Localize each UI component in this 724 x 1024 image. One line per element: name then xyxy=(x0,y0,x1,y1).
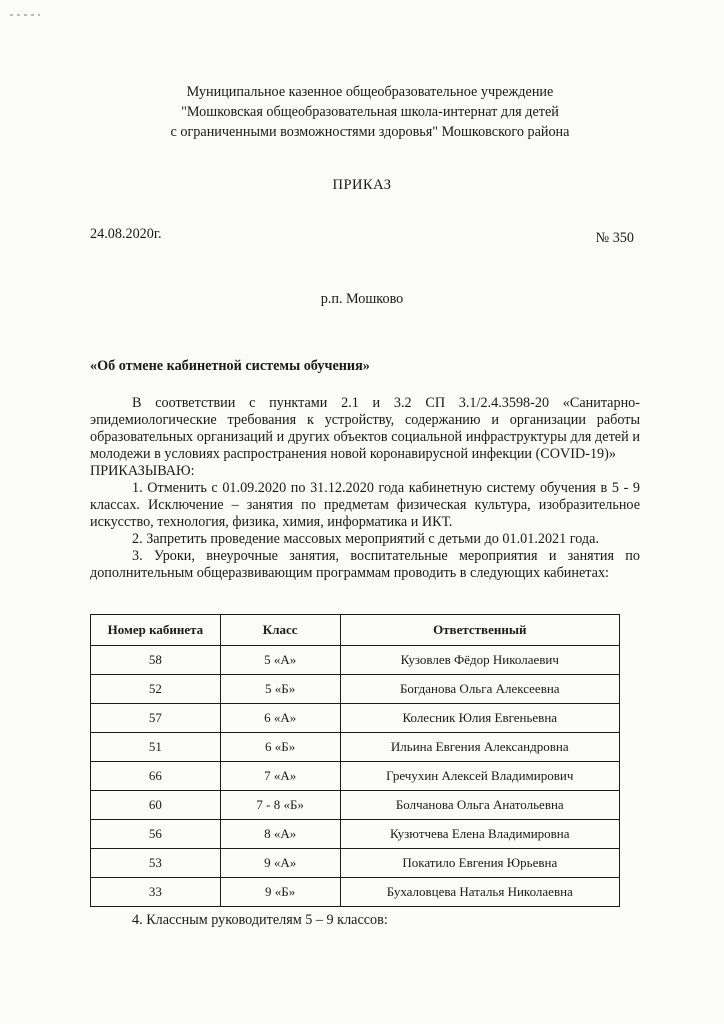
responsible-person: Гречухин Алексей Владимирович xyxy=(340,762,619,791)
room-number: 52 xyxy=(91,675,221,704)
order-date: 24.08.2020г. xyxy=(90,226,162,242)
room-number: 51 xyxy=(91,733,221,762)
column-header-class: Класс xyxy=(220,615,340,646)
order-number: № 350 xyxy=(595,230,634,246)
room-number: 33 xyxy=(91,878,221,907)
order-word: ПРИКАЗЫВАЮ: xyxy=(90,463,195,479)
order-body xyxy=(90,395,640,582)
responsible-person: Покатило Евгения Юрьевна xyxy=(340,849,619,878)
room-number: 60 xyxy=(91,791,221,820)
responsible-person: Бухаловцева Наталья Николаевна xyxy=(340,878,619,907)
scan-artifact xyxy=(10,14,40,16)
table-row xyxy=(91,878,620,907)
table-row xyxy=(91,820,620,849)
rooms-table xyxy=(90,614,620,907)
order-item-4: 4. Классным руководителям 5 – 9 классов: xyxy=(132,912,388,928)
class-name: 7 - 8 «Б» xyxy=(220,791,340,820)
responsible-person: Кузютчева Елена Владимировна xyxy=(340,820,619,849)
column-header-responsible: Ответственный xyxy=(340,615,619,646)
table-row xyxy=(91,704,620,733)
institution-header xyxy=(90,82,650,142)
order-item-2: 2. Запретить проведение массовых мероприятий с детьми до 01.01.2021 года. xyxy=(132,531,599,547)
class-name: 7 «А» xyxy=(220,762,340,791)
class-name: 6 «А» xyxy=(220,704,340,733)
room-number: 56 xyxy=(91,820,221,849)
table-row xyxy=(91,675,620,704)
order-subject: «Об отмене кабинетной системы обучения» xyxy=(90,358,370,374)
table-row xyxy=(91,849,620,878)
class-name: 5 «Б» xyxy=(220,675,340,704)
room-number: 57 xyxy=(91,704,221,733)
class-name: 8 «А» xyxy=(220,820,340,849)
table-row xyxy=(91,733,620,762)
room-number: 66 xyxy=(91,762,221,791)
header-line-2: "Мошковская общеобразовательная школа-интернат для детей xyxy=(181,104,559,120)
room-number: 53 xyxy=(91,849,221,878)
preamble: В соответствии с пунктами 2.1 и 3.2 СП 3.1/2.4.3598-20 «Санитарно-эпидемиологические требования к устройству, содержанию и организации работы образовательных организаций и других объектов социальной инфраструктуры для детей и молодежи в условиях распространения новой коронавирусной инфекции (COVID-19)» xyxy=(90,395,640,462)
column-header-room: Номер кабинета xyxy=(91,615,221,646)
order-item-3: 3. Уроки, внеурочные занятия, воспитательные мероприятия и занятия по дополнительным общеразвивающим программам проводить в следующих кабинетах: xyxy=(90,548,640,581)
responsible-person: Болчанова Ольга Анатольевна xyxy=(340,791,619,820)
order-place: р.п. Мошково xyxy=(320,291,404,307)
class-name: 9 «А» xyxy=(220,849,340,878)
table-row xyxy=(91,791,620,820)
document-title: ПРИКАЗ xyxy=(332,177,392,193)
header-line-3: с ограниченными возможностями здоровья" Мошковского района xyxy=(170,124,570,140)
responsible-person: Ильина Евгения Александровна xyxy=(340,733,619,762)
responsible-person: Богданова Ольга Алексеевна xyxy=(340,675,619,704)
table-row xyxy=(91,646,620,675)
order-item-1: 1. Отменить с 01.09.2020 по 31.12.2020 года кабинетную систему обучения в 5 - 9 классах. Исключение – занятия по предметам физическая культура, изобразительное искусство, технология, физика, химия, информатика и ИКТ. xyxy=(90,480,640,530)
header-line-1: Муниципальное казенное общеобразовательное учреждение xyxy=(186,84,554,100)
responsible-person: Колесник Юлия Евгеньевна xyxy=(340,704,619,733)
table-header-row xyxy=(91,615,620,646)
table-row xyxy=(91,762,620,791)
class-name: 6 «Б» xyxy=(220,733,340,762)
room-number: 58 xyxy=(91,646,221,675)
class-name: 9 «Б» xyxy=(220,878,340,907)
responsible-person: Кузовлев Фёдор Николаевич xyxy=(340,646,619,675)
class-name: 5 «А» xyxy=(220,646,340,675)
